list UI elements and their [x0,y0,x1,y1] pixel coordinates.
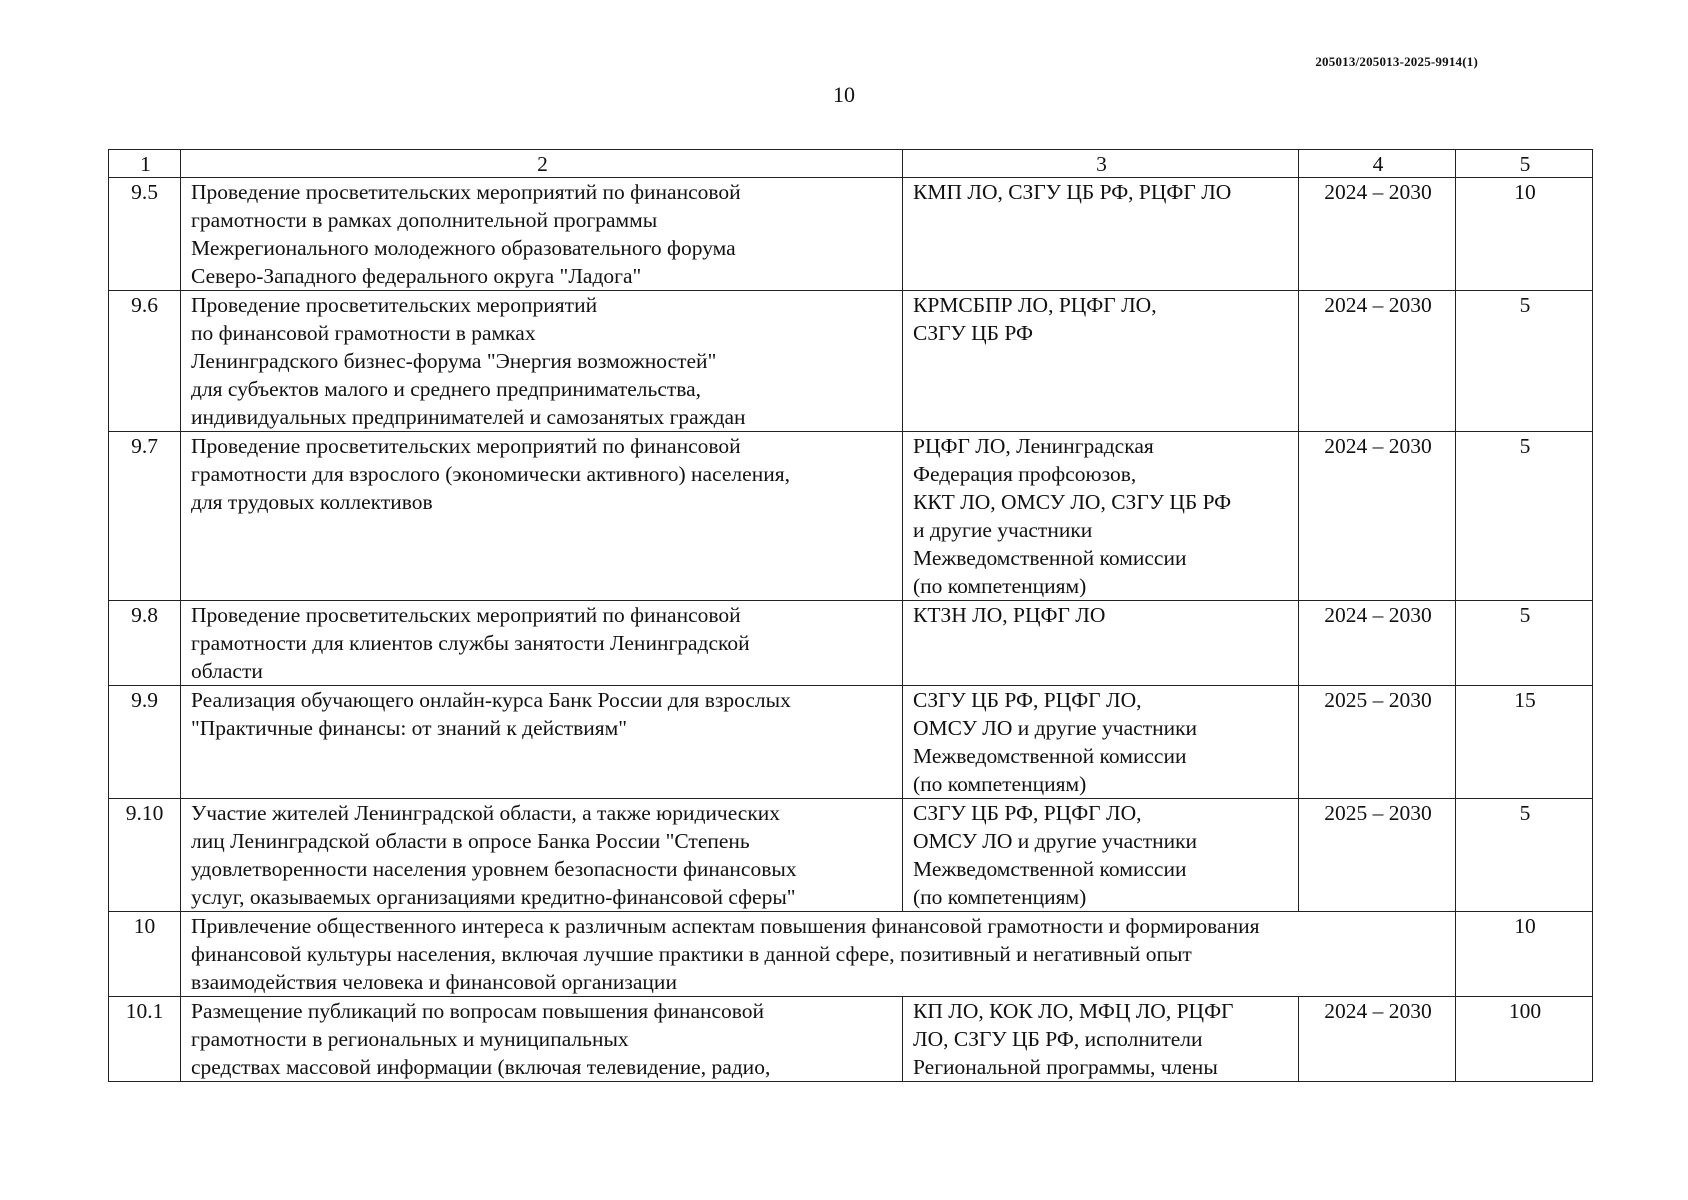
table-row [109,601,1593,686]
executors-cell: КП ЛО, КОК ЛО, МФЦ ЛО, РЦФГ ЛО, СЗГУ ЦБ РФ, исполнители Региональной программы, члены [903,997,1299,1082]
period-cell: 2024 – 2030 [1299,997,1456,1082]
value-cell: 5 [1456,291,1593,432]
table-row [109,997,1593,1082]
executors-cell: СЗГУ ЦБ РФ, РЦФГ ЛО, ОМСУ ЛО и другие участники Межведомственной комиссии (по компетенциям) [903,799,1299,912]
row-number: 9.7 [109,432,181,601]
row-number: 10.1 [109,997,181,1082]
period-cell: 2024 – 2030 [1299,601,1456,686]
period-cell: 2025 – 2030 [1299,799,1456,912]
page-number: 10 [833,82,855,107]
value-cell: 10 [1456,912,1593,997]
executors-cell: СЗГУ ЦБ РФ, РЦФГ ЛО, ОМСУ ЛО и другие участники Межведомственной комиссии (по компетенциям) [903,686,1299,799]
header-cell-4: 4 [1299,150,1456,178]
event-description: Размещение публикаций по вопросам повышения финансовой грамотности в региональных и муниципальных средствах массовой информации (включая телевидение, радио, [181,997,903,1082]
event-description: Проведение просветительских мероприятий по финансовой грамотности для взрослого (экономически активного) населения, для трудовых коллективов [181,432,903,601]
section-number: 10 [109,912,181,997]
header-cell-3: 3 [903,150,1299,178]
period-cell: 2024 – 2030 [1299,291,1456,432]
row-number: 9.5 [109,178,181,291]
period-cell: 2024 – 2030 [1299,432,1456,601]
section-row [109,912,1593,997]
executors-cell: КРМСБПР ЛО, РЦФГ ЛО, СЗГУ ЦБ РФ [903,291,1299,432]
table-row [109,178,1593,291]
value-cell: 10 [1456,178,1593,291]
event-description: Участие жителей Ленинградской области, а также юридических лиц Ленинградской области в опросе Банка России "Степень удовлетворенности населения уровнем безопасности финансовых услуг, оказываемых организациями кредитно-финансовой сферы" [181,799,903,912]
value-cell: 15 [1456,686,1593,799]
executors-cell: КМП ЛО, СЗГУ ЦБ РФ, РЦФГ ЛО [903,178,1299,291]
table-row [109,432,1593,601]
value-cell: 5 [1456,432,1593,601]
activities-table [108,149,1593,1082]
event-description: Проведение просветительских мероприятий по финансовой грамотности в рамках Ленинградского бизнес-форума "Энергия возможностей" для субъектов малого и среднего предпринимательства, индивидуальных предпринимателей и самозанятых граждан [181,291,903,432]
row-number: 9.6 [109,291,181,432]
event-description: Проведение просветительских мероприятий по финансовой грамотности в рамках дополнительной программы Межрегионального молодежного образовательного форума Северо-Западного федерального округа "Ладога" [181,178,903,291]
event-description: Проведение просветительских мероприятий по финансовой грамотности для клиентов службы занятости Ленинградской области [181,601,903,686]
table-row [109,686,1593,799]
document-id: 205013/205013-2025-9914(1) [1315,54,1478,69]
header-cell-1: 1 [109,150,181,178]
header-cell-5: 5 [1456,150,1593,178]
row-number: 9.10 [109,799,181,912]
period-cell: 2024 – 2030 [1299,178,1456,291]
value-cell: 5 [1456,799,1593,912]
executors-cell: КТЗН ЛО, РЦФГ ЛО [903,601,1299,686]
row-number: 9.8 [109,601,181,686]
executors-cell: РЦФГ ЛО, Ленинградская Федерация профсоюзов, ККТ ЛО, ОМСУ ЛО, СЗГУ ЦБ РФ и другие участники Межведомственной комиссии (по компетенциям) [903,432,1299,601]
row-number: 9.9 [109,686,181,799]
header-cell-2: 2 [181,150,903,178]
value-cell: 100 [1456,997,1593,1082]
table-row [109,291,1593,432]
period-cell: 2025 – 2030 [1299,686,1456,799]
event-description: Реализация обучающего онлайн-курса Банк России для взрослых "Практичные финансы: от знаний к действиям" [181,686,903,799]
value-cell: 5 [1456,601,1593,686]
table-row [109,799,1593,912]
table-header-row [109,150,1593,178]
section-title: Привлечение общественного интереса к различным аспектам повышения финансовой грамотности и формирования финансовой культуры населения, включая лучшие практики в данной сфере, позитивный и негативный опыт взаимодействия человека и финансовой организации [181,912,1456,997]
